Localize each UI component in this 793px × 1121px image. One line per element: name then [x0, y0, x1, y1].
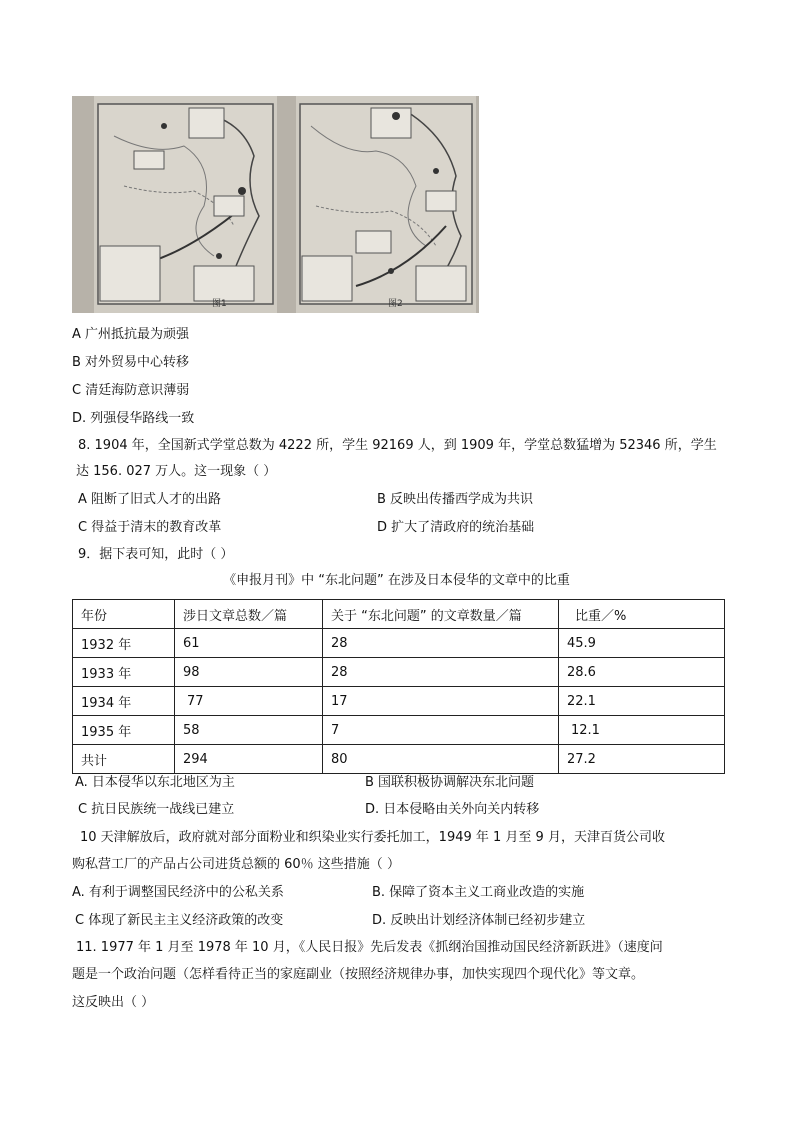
- table-header: 比重／%: [559, 600, 725, 629]
- q7-option-d: D. 列强侵华路线一致: [72, 411, 195, 426]
- table-cell: 17: [323, 687, 559, 716]
- q7-option-b: B 对外贸易中心转移: [72, 355, 190, 370]
- historical-maps-photo: [72, 96, 479, 313]
- q9-table-title: 《申报月刊》中 “东北问题” 在涉及日本侵华的文章中的比重: [223, 573, 570, 588]
- table-cell: 28.6: [559, 658, 725, 687]
- q9-option-d: D. 日本侵略由关外向关内转移: [365, 802, 540, 817]
- table-cell: 1935 年: [73, 716, 175, 745]
- table-cell: 27.2: [559, 745, 725, 774]
- q8-stem-line2: 达 156. 027 万人。这一现象（ ）: [76, 464, 277, 479]
- table-cell: 80: [323, 745, 559, 774]
- table-cell: 28: [323, 629, 559, 658]
- q11-stem-line1: 11. 1977 年 1 月至 1978 年 10 月，《人民日报》先后发表《抓纲治国推动国民经济新跃进》（速度问: [76, 940, 663, 955]
- q9-option-a: A. 日本侵华以东北地区为主: [75, 775, 235, 790]
- q8-option-c: C 得益于清末的教育改革: [78, 520, 222, 535]
- table-cell: 98: [175, 658, 323, 687]
- table-cell: 22.1: [559, 687, 725, 716]
- table-row: [73, 745, 725, 774]
- table-cell: 58: [175, 716, 323, 745]
- table-cell: 294: [175, 745, 323, 774]
- table-cell: 共计: [73, 745, 175, 774]
- q10-option-b: B. 保障了资本主义工商业改造的实施: [372, 885, 585, 900]
- q10-option-a: A. 有利于调整国民经济中的公私关系: [72, 885, 284, 900]
- table-cell: 1932 年: [73, 629, 175, 658]
- q9-stem: 9．据下表可知，此时（ ）: [78, 547, 234, 562]
- map-figure-2: [296, 96, 476, 313]
- q10-stem-line2: 购私营工厂的产品占公司进货总额的 60％ 这些措施（ ）: [72, 857, 400, 872]
- table-cell: 77: [175, 687, 323, 716]
- table-header: 涉日文章总数／篇: [175, 600, 323, 629]
- q11-stem-line3: 这反映出（ ）: [72, 995, 155, 1010]
- q8-option-b: B 反映出传播西学成为共识: [377, 492, 534, 507]
- q11-stem-line2: 题是一个政治问题（怎样看待正当的家庭副业（按照经济规律办事，加快实现四个现代化》等文章。: [72, 967, 645, 982]
- table-cell: 7: [323, 716, 559, 745]
- table-row: [73, 716, 725, 745]
- map-caption-1: 图1: [212, 299, 227, 309]
- table-cell: 61: [175, 629, 323, 658]
- q7-option-c: C 清廷海防意识薄弱: [72, 383, 190, 398]
- table-row: [73, 629, 725, 658]
- table-header: 年份: [73, 600, 175, 629]
- map-caption-2: 图2: [388, 299, 403, 309]
- table-cell: 28: [323, 658, 559, 687]
- table-header-row: [73, 600, 725, 629]
- q10-stem-line1: 10 天津解放后，政府就对部分面粉业和织染业实行委托加工，1949 年 1 月至 9 月，天津百货公司收: [80, 830, 665, 845]
- table-cell: 12.1: [559, 716, 725, 745]
- table-cell: 1933 年: [73, 658, 175, 687]
- q8-option-a: A 阻断了旧式人才的出路: [78, 492, 222, 507]
- q9-option-c: C 抗日民族统一战线已建立: [78, 802, 235, 817]
- table-cell: 45.9: [559, 629, 725, 658]
- table-row: [73, 658, 725, 687]
- q7-option-a: A 广州抵抗最为顽强: [72, 327, 190, 342]
- q9-option-b: B 国联积极协调解决东北问题: [365, 775, 535, 790]
- q8-option-d: D 扩大了清政府的统治基础: [377, 520, 535, 535]
- table-row: [73, 687, 725, 716]
- q10-option-d: D. 反映出计划经济体制已经初步建立: [372, 913, 586, 928]
- map-figure-1: [94, 96, 277, 313]
- q10-option-c: C 体现了新民主主义经济政策的改变: [75, 913, 284, 928]
- q8-stem-line1: 8. 1904 年，全国新式学堂总数为 4222 所，学生 92169 人，到 1909 年，学堂总数猛增为 52346 所，学生: [78, 438, 717, 453]
- table-header: 关于 “东北问题” 的文章数量／篇: [323, 600, 559, 629]
- q9-table: [72, 599, 725, 774]
- table-cell: 1934 年: [73, 687, 175, 716]
